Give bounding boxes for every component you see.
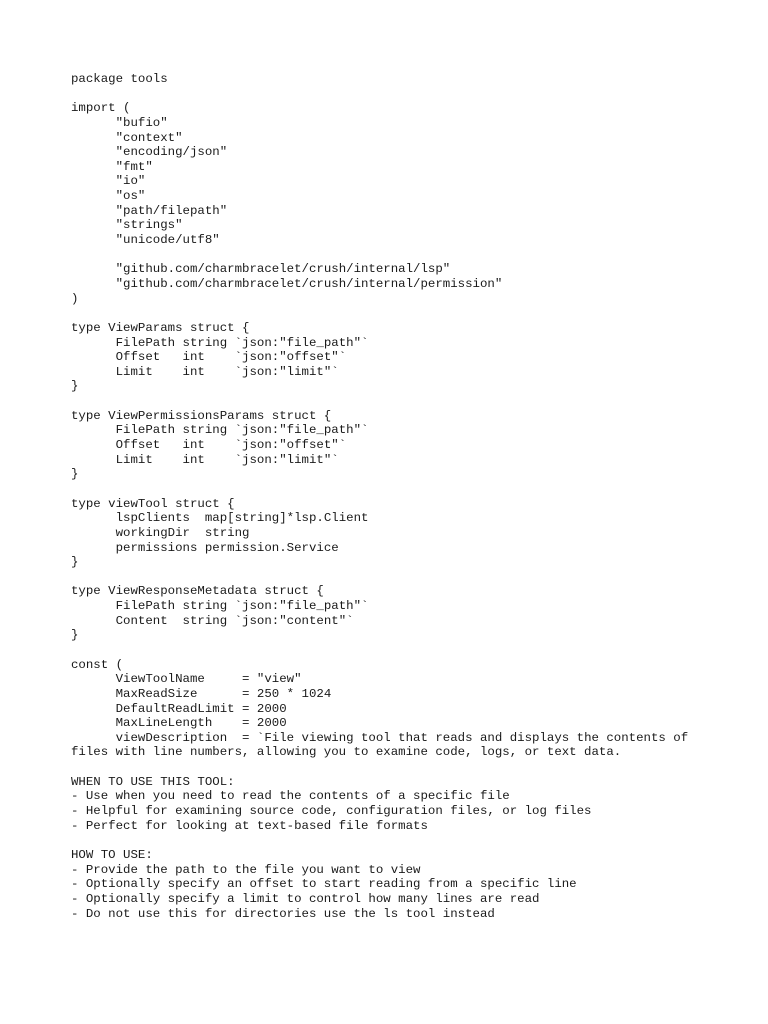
code-line: "strings"	[71, 218, 183, 233]
code-line	[71, 760, 688, 775]
code-line	[71, 306, 688, 321]
code-line: - Optionally specify a limit to control how many lines are read	[71, 891, 540, 906]
code-line: ViewToolName = "view"	[71, 672, 302, 687]
code-line: files with line numbers, allowing you to examine code, logs, or text data.	[71, 745, 622, 760]
code-line	[71, 570, 688, 585]
code-line: "io"	[71, 174, 146, 189]
code-line: - Use when you need to read the contents of a specific file	[71, 789, 510, 804]
code-line: "os"	[71, 189, 146, 204]
code-line: Limit int `json:"limit"`	[71, 452, 339, 467]
code-line: }	[71, 379, 79, 394]
code-line: lspClients map[string]*lsp.Client	[71, 511, 369, 526]
code-line: MaxReadSize = 250 * 1024	[71, 686, 332, 701]
code-line: }	[71, 555, 79, 570]
code-line	[71, 643, 688, 658]
code-line: permissions permission.Service	[71, 540, 339, 555]
code-line: type ViewParams struct {	[71, 320, 250, 335]
code-line: "github.com/charmbracelet/crush/internal/lsp"	[71, 262, 451, 277]
code-line: HOW TO USE:	[71, 847, 153, 862]
code-line: "context"	[71, 130, 183, 145]
code-line: "bufio"	[71, 115, 168, 130]
code-line: Offset int `json:"offset"`	[71, 438, 347, 453]
code-line	[71, 394, 688, 409]
code-line: Limit int `json:"limit"`	[71, 364, 339, 379]
code-line: workingDir string	[71, 525, 250, 540]
code-line: - Optionally specify an offset to start reading from a specific line	[71, 877, 577, 892]
code-line: type ViewResponseMetadata struct {	[71, 584, 324, 599]
code-line: - Helpful for examining source code, configuration files, or log files	[71, 804, 592, 819]
code-line: "unicode/utf8"	[71, 233, 220, 248]
code-line: "encoding/json"	[71, 145, 228, 160]
code-line: - Perfect for looking at text-based file formats	[71, 818, 428, 833]
code-line: "path/filepath"	[71, 203, 228, 218]
code-line: FilePath string `json:"file_path"`	[71, 599, 369, 614]
code-line: }	[71, 628, 79, 643]
code-line: - Provide the path to the file you want to view	[71, 862, 421, 877]
code-line: MaxLineLength = 2000	[71, 716, 287, 731]
code-line: "fmt"	[71, 159, 153, 174]
code-listing	[71, 72, 688, 921]
code-line	[71, 87, 688, 102]
code-line: "github.com/charmbracelet/crush/internal/permission"	[71, 276, 503, 291]
code-line: import (	[71, 101, 131, 116]
code-line	[71, 248, 688, 263]
code-line: FilePath string `json:"file_path"`	[71, 335, 369, 350]
code-line: Offset int `json:"offset"`	[71, 350, 347, 365]
code-line: viewDescription = `File viewing tool that reads and displays the contents of	[71, 730, 689, 745]
code-line: type viewTool struct {	[71, 496, 235, 511]
code-line	[71, 482, 688, 497]
code-line: DefaultReadLimit = 2000	[71, 701, 287, 716]
code-line: FilePath string `json:"file_path"`	[71, 423, 369, 438]
code-line: )	[71, 291, 79, 306]
code-line: const (	[71, 657, 124, 672]
code-line	[71, 833, 688, 848]
code-line: type ViewPermissionsParams struct {	[71, 408, 332, 423]
code-line: WHEN TO USE THIS TOOL:	[71, 774, 235, 789]
code-line: }	[71, 467, 79, 482]
code-line: Content string `json:"content"`	[71, 613, 354, 628]
code-line: - Do not use this for directories use the ls tool instead	[71, 906, 495, 921]
code-line: package tools	[71, 72, 168, 86]
